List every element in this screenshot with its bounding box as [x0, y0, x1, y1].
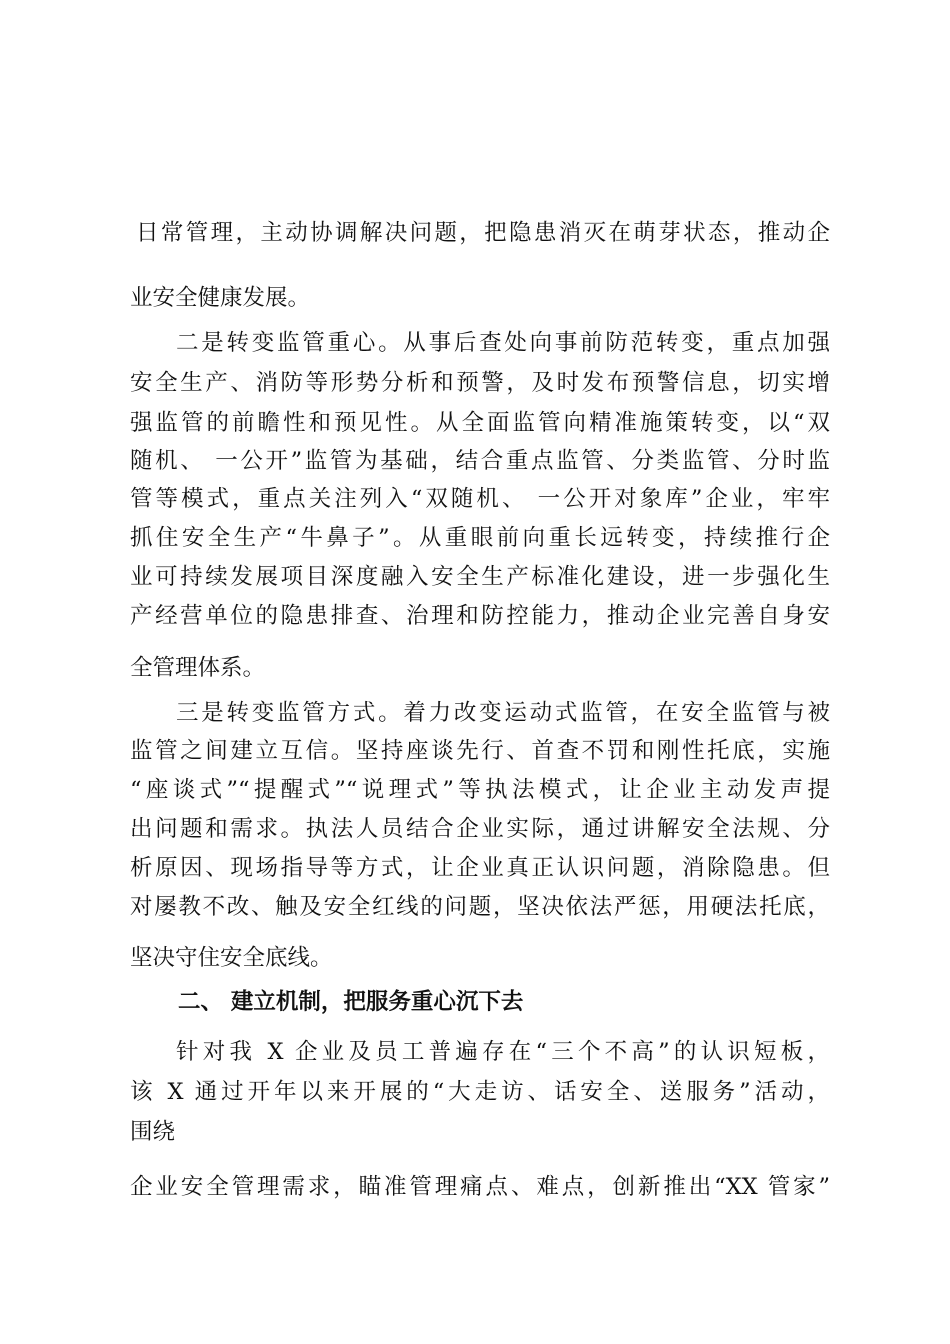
text-line-10: 产经营单位的隐患排查、治理和防控能力，推动企业完善自身安	[130, 603, 830, 629]
text-line-1: 日常管理，主动协调解决问题，把隐患消灭在萌芽状态，推动企	[136, 220, 830, 246]
text-line-4: 安全生产、消防等形势分析和预警，及时发布预警信息，切实增	[130, 370, 830, 396]
text-line-19: 针对我 X 企业及员工普遍存在“三个不高”的认识短板，	[176, 1039, 830, 1065]
text-line-17: 对屡教不改、触及安全红线的问题，坚决依法严惩，用硬法托底，	[130, 894, 830, 920]
text-line-7: 管等模式，重点关注列入“双随机、 一公开对象库”企业，牢牢	[130, 486, 830, 512]
text-line-13: 监管之间建立互信。坚持座谈先行、首查不罚和刚性托底，实施	[130, 738, 830, 764]
section-heading: 二、 建立机制，把服务重心沉下去	[178, 989, 524, 1015]
text-line-21: 围绕	[130, 1119, 176, 1145]
text-line-2: 业安全健康发展。	[130, 285, 311, 311]
text-line-20: 该 X 通过开年以来开展的“大走访、话安全、送服务”活动，	[130, 1079, 830, 1105]
text-line-6: 随机、 一公开”监管为基础，结合重点监管、分类监管、分时监	[130, 448, 830, 474]
text-line-14: “座谈式”“提醒式”“说理式”等执法模式，让企业主动发声提	[130, 777, 830, 803]
text-line-12: 三是转变监管方式。着力改变运动式监管，在安全监管与被	[176, 700, 830, 726]
text-line-16: 析原因、现场指导等方式，让企业真正认识问题，消除隐患。但	[130, 855, 830, 881]
text-line-18: 坚决守住安全底线。	[130, 945, 333, 971]
text-line-8: 抓住安全生产“牛鼻子”。从重眼前向重长远转变，持续推行企	[130, 525, 830, 551]
text-line-22: 企业安全管理需求，瞄准管理痛点、难点，创新推出“XX 管家”	[130, 1174, 830, 1200]
text-line-5: 强监管的前瞻性和预见性。从全面监管向精准施策转变，以“双	[130, 410, 830, 436]
text-line-3: 二是转变监管重心。从事后查处向事前防范转变，重点加强	[176, 330, 830, 356]
text-line-15: 出问题和需求。执法人员结合企业实际，通过讲解安全法规、分	[130, 816, 830, 842]
text-line-9: 业可持续发展项目深度融入安全生产标准化建设，进一步强化生	[130, 564, 830, 590]
text-line-11: 全管理体系。	[130, 655, 266, 681]
